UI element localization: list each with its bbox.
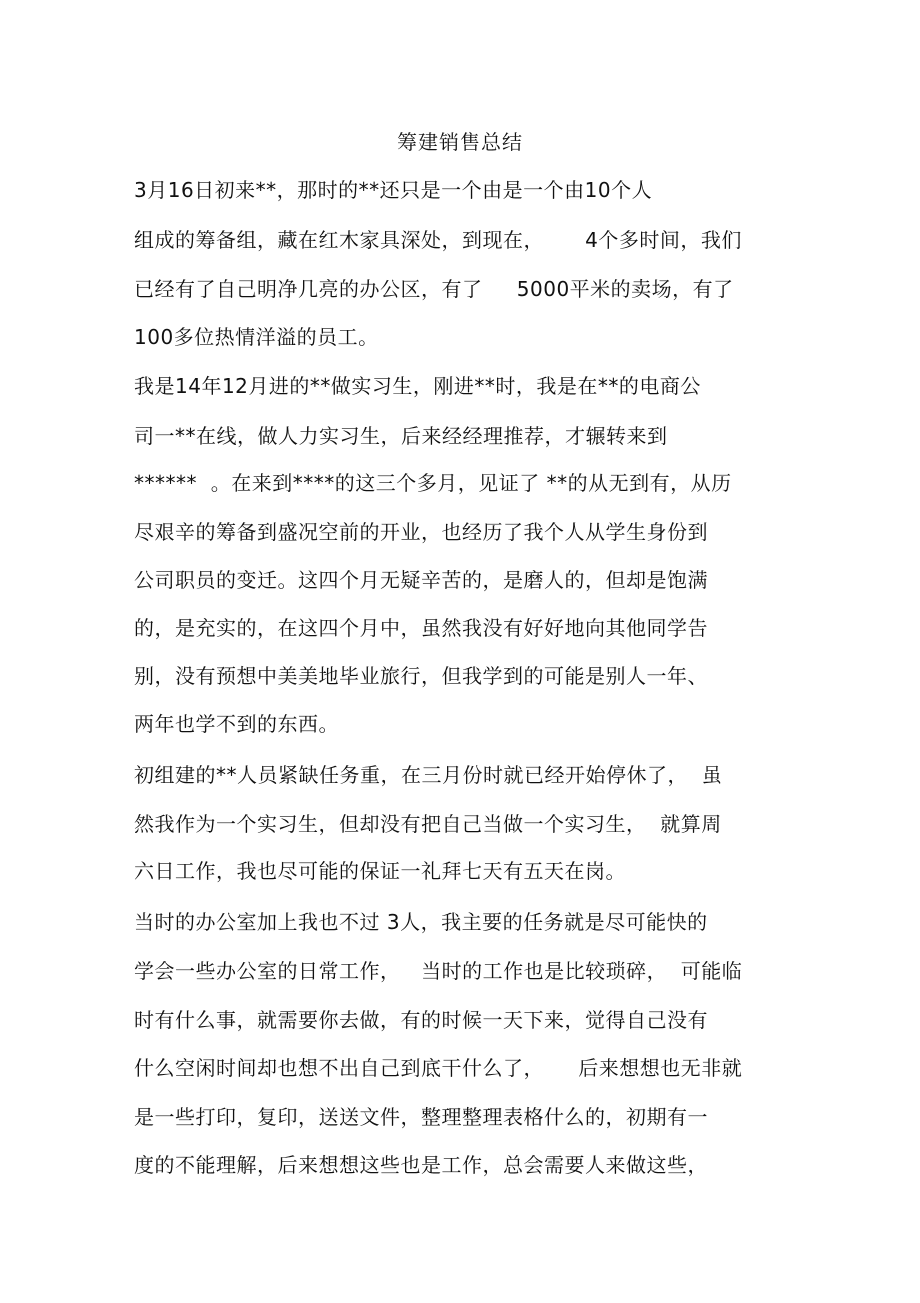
text-line: 度的不能理解，后来想想这些也是工作，总会需要人来做这些， [134, 1153, 708, 1177]
text-line: 3月16日初来**，那时的**还只是一个由是一个由10个人 [134, 178, 653, 202]
text-line: 是一些打印，复印，送送文件，整理整理表格什么的，初期有一 [134, 1105, 708, 1129]
text-line: 组成的筹备组，藏在红木家具深处，到现在， 4个多时间，我们 [134, 228, 742, 252]
text-line: 司一**在线，做人力实习生，后来经经理推荐，才辗转来到 [134, 424, 668, 448]
text-line: 学会一些办公室的日常工作， 当时的工作也是比较琐碎， 可能临 [134, 959, 743, 983]
text-line: 我是14年12月进的**做实习生，刚进**时，我是在**的电商公 [134, 374, 701, 398]
text-line: 初组建的**人员紧缺任务重，在三月份时就已经开始停休了， 虽 [134, 763, 723, 787]
text-line: 已经有了自己明净几亮的办公区，有了 5000平米的卖场，有了 [134, 277, 734, 301]
text-line: 的，是充实的，在这四个月中，虽然我没有好好地向其他同学告 [134, 616, 708, 640]
text-line: 当时的办公室加上我也不过 3人，我主要的任务就是尽可能快的 [134, 910, 708, 934]
text-line: 100多位热情洋溢的员工。 [134, 325, 379, 349]
text-line: 然我作为一个实习生，但却没有把自己当做一个实习生， 就算周 [134, 812, 722, 836]
text-line: 公司职员的变迁。这四个月无疑辛苦的，是磨人的，但却是饱满 [134, 568, 708, 592]
text-line: 两年也学不到的东西。 [134, 712, 339, 736]
text-line: 时有什么事，就需要你去做，有的时候一天下来，觉得自己没有 [134, 1008, 708, 1032]
text-line: 尽艰辛的筹备到盛况空前的开业，也经历了我个人从学生身份到 [134, 520, 708, 544]
text-line: ****** 。在来到****的这三个多月，见证了 **的从无到有，从历 [134, 471, 732, 495]
text-line: 什么空闲时间却也想不出自己到底干什么了， 后来想想也无非就 [134, 1056, 743, 1080]
text-line: 六日工作，我也尽可能的保证一礼拜七天有五天在岗。 [134, 859, 626, 883]
document-title: 筹建销售总结 [397, 130, 523, 154]
text-line: 别，没有预想中美美地毕业旅行，但我学到的可能是别人一年、 [134, 664, 708, 688]
